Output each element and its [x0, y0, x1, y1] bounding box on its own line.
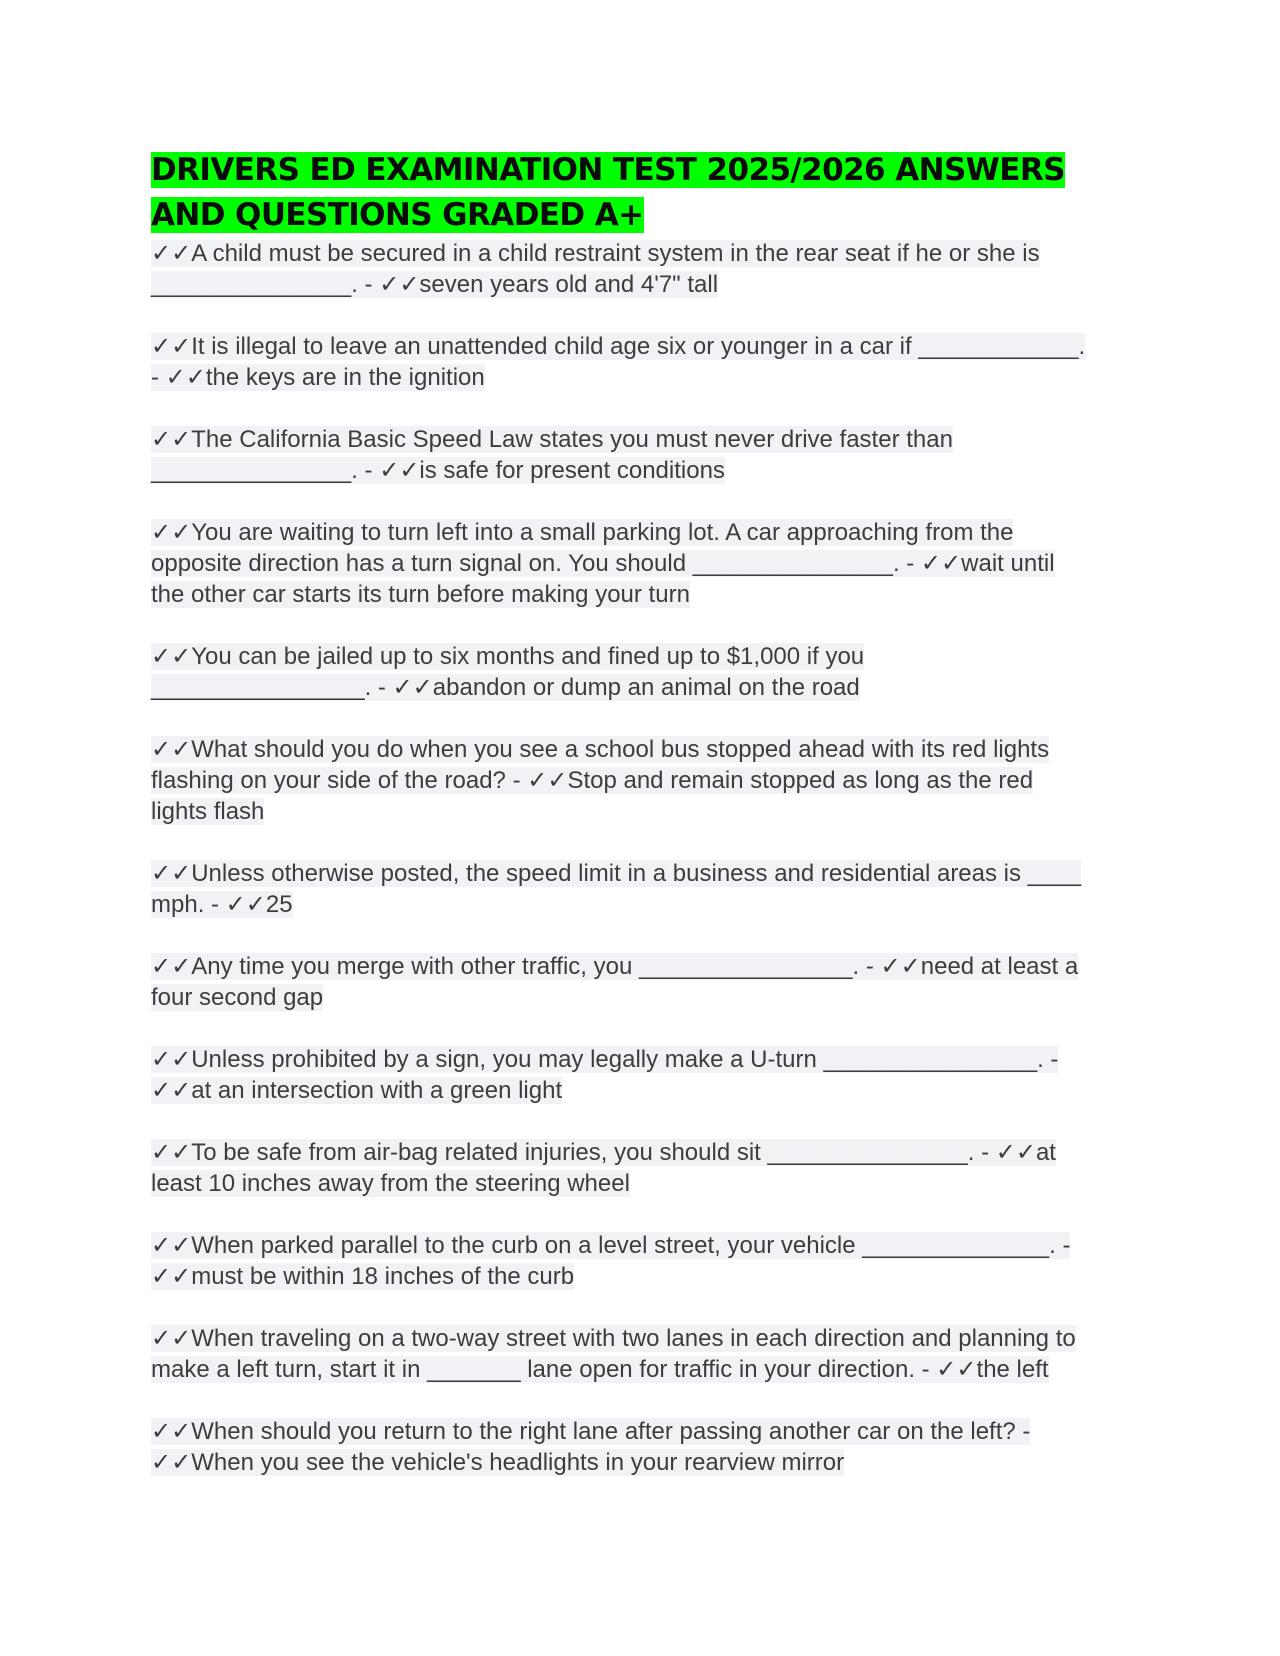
question-answer-text: ✓✓When traveling on a two-way street with two lanes in each direction and planning to make a left turn, start it in _______ lane open for traffic in your direction. - ✓✓the left — [151, 1325, 1076, 1383]
question-answer-item — [151, 517, 1151, 610]
question-answer-item — [151, 1137, 1151, 1199]
question-answer-item — [151, 238, 1151, 300]
question-answer-text: ✓✓The California Basic Speed Law states you must never drive faster than _______________. - ✓✓is safe for present conditions — [151, 426, 953, 484]
document-page — [151, 148, 1151, 1509]
question-answer-text: ✓✓What should you do when you see a school bus stopped ahead with its red lights flashing on your side of the road? - ✓✓Stop and remain stopped as long as the red lights flash — [151, 736, 1050, 825]
question-answer-item — [151, 331, 1151, 393]
question-answer-item — [151, 1044, 1151, 1106]
question-answer-text: ✓✓Unless otherwise posted, the speed limit in a business and residential areas is ____ mph. - ✓✓25 — [151, 860, 1082, 918]
question-answer-text: ✓✓You can be jailed up to six months and fined up to $1,000 if you ________________. - ✓✓abandon or dump an animal on the road — [151, 643, 865, 701]
question-answer-text: ✓✓Unless prohibited by a sign, you may legally make a U-turn ________________. - ✓✓at an intersection with a green light — [151, 1046, 1059, 1104]
document-title-line-2: AND QUESTIONS GRADED A+ — [151, 197, 644, 233]
question-answer-text: ✓✓To be safe from air-bag related injuries, you should sit _______________. - ✓✓at least 10 inches away from the steering wheel — [151, 1139, 1056, 1197]
question-answer-item — [151, 734, 1151, 827]
question-answer-item — [151, 858, 1151, 920]
document-title-line-1: DRIVERS ED EXAMINATION TEST 2025/2026 ANSWERS — [151, 152, 1065, 188]
question-answer-text: ✓✓When should you return to the right lane after passing another car on the left? - ✓✓When you see the vehicle's headlights in your rearview mirror — [151, 1418, 1031, 1476]
question-answer-list — [151, 238, 1151, 1478]
question-answer-item — [151, 1230, 1151, 1292]
question-answer-item — [151, 951, 1151, 1013]
question-answer-item — [151, 424, 1151, 486]
document-title — [151, 148, 1151, 238]
question-answer-text: ✓✓When parked parallel to the curb on a level street, your vehicle ______________. - ✓✓must be within 18 inches of the curb — [151, 1232, 1071, 1290]
question-answer-item — [151, 1416, 1151, 1478]
question-answer-text: ✓✓A child must be secured in a child restraint system in the rear seat if he or she is _______________. - ✓✓seven years old and 4'7" tall — [151, 240, 1040, 298]
question-answer-text: ✓✓You are waiting to turn left into a small parking lot. A car approaching from the opposite direction has a turn signal on. You should _______________. - ✓✓wait until the other car starts its turn before making your turn — [151, 519, 1055, 608]
question-answer-text: ✓✓Any time you merge with other traffic, you ________________. - ✓✓need at least a four second gap — [151, 953, 1079, 1011]
question-answer-text: ✓✓It is illegal to leave an unattended child age six or younger in a car if ____________. - ✓✓the keys are in the ignition — [151, 333, 1086, 391]
question-answer-item — [151, 1323, 1151, 1385]
question-answer-item — [151, 641, 1151, 703]
